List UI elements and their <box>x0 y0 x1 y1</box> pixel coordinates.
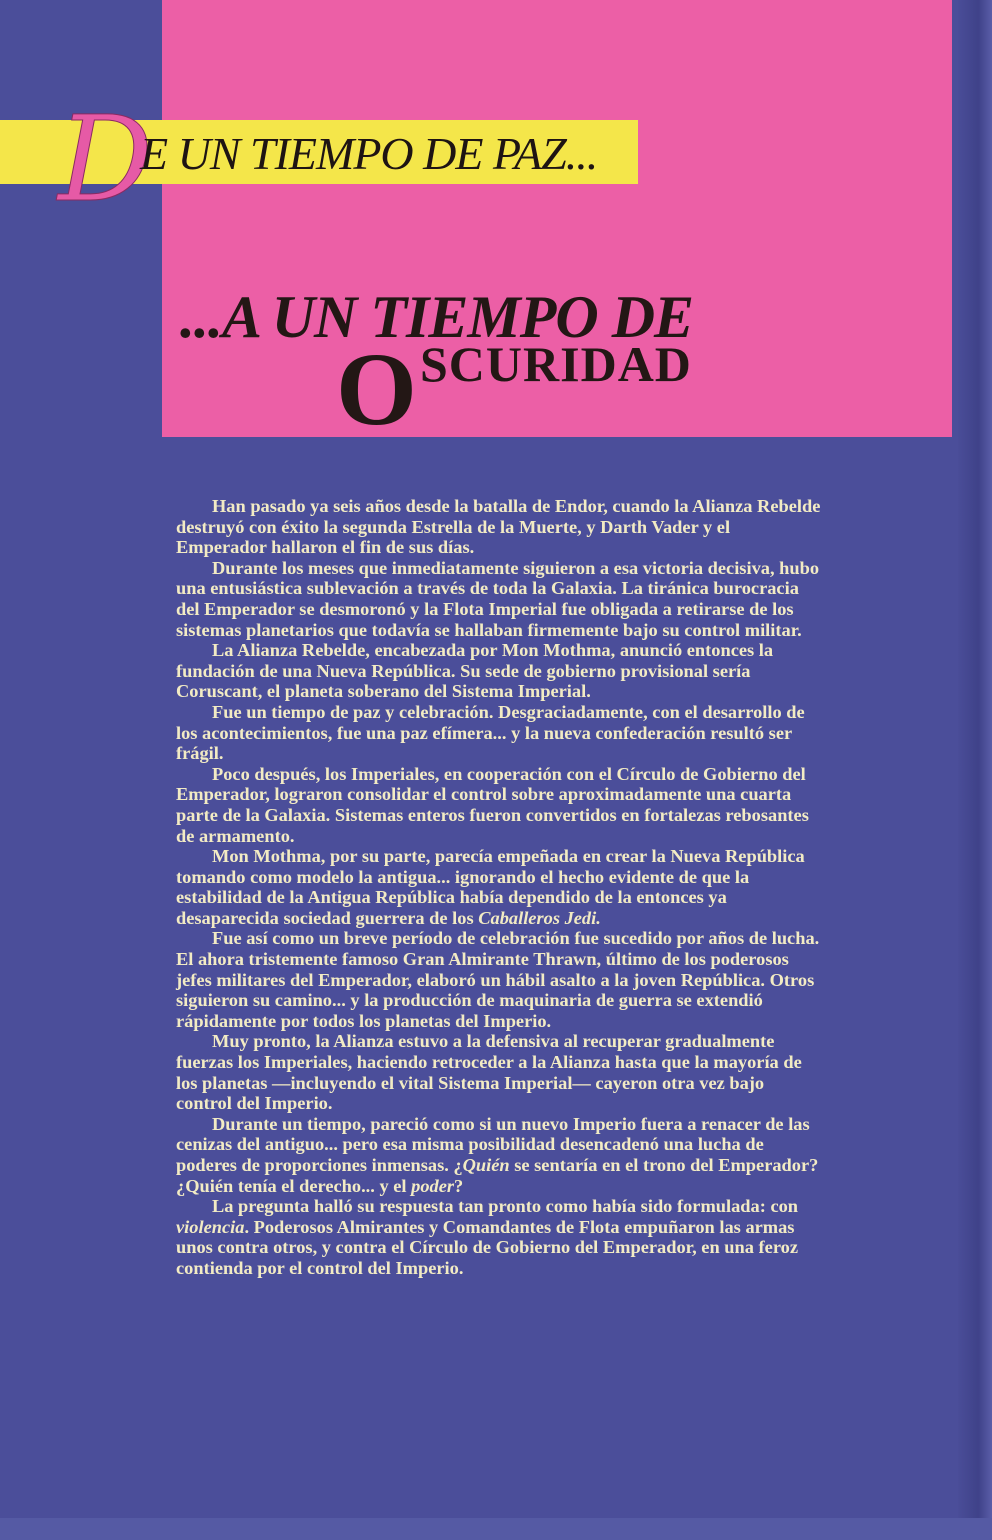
paragraph: Mon Mothma, por su parte, parecía empeñada en crear la Nueva República tomando como modelo la antigua... ignorando el hecho evidente de que la estabilidad de la Antigua República había dependido de la entonces ya desaparecida sociedad guerrera de los Caballeros Jedi. <box>176 846 805 928</box>
page-title: E UN TIEMPO DE PAZ... <box>140 128 598 179</box>
page-bottom-edge <box>0 1518 992 1540</box>
article-body <box>176 496 822 1279</box>
italic-text: violencia <box>176 1216 245 1237</box>
paragraph: Han pasado ya seis años desde la batalla de Endor, cuando la Alianza Rebelde destruyó con éxito la segunda Estrella de la Muerte, y Darth Vader y el Emperador hallaron el fin de sus días. <box>176 496 821 558</box>
paragraph: La Alianza Rebelde, encabezada por Mon Mothma, anunció entonces la fundación de una Nueva República. Su sede de gobierno provisional sería Coruscant, el planeta soberano del Sistema Imperial. <box>176 640 774 702</box>
paragraph: Fue así como un breve período de celebración fue sucedido por años de lucha. El ahora tristemente famoso Gran Almirante Thrawn, último de los poderosos jefes militares del Emperador, elaboró un hábil asalto a la joven República. Otros siguieron su camino... y la producción de maquinaria de guerra se extendió rápidamente por todos los planetas del Imperio. <box>176 928 820 1031</box>
paragraph: La pregunta halló su respuesta tan pronto como había sido formulada: con violencia. Poderosos Almirantes y Comandantes de Flota empuñaron las armas unos contra otros, y contra el Círculo de Gobierno del Emperador, en una feroz contienda por el control del Imperio. <box>176 1196 799 1278</box>
drop-cap: D <box>58 90 153 228</box>
paragraph: Muy pronto, la Alianza estuvo a la defensiva al recuperar gradualmente fuerzas los Imperiales, haciendo retroceder a la Alianza hasta que la mayoría de los planetas —incluyendo el vital Sistema Imperial— cayeron otra vez bajo control del Imperio. <box>176 1031 802 1114</box>
paragraph: Fue un tiempo de paz y celebración. Desgraciadamente, con el desarrollo de los acontecimientos, fue una paz efímera... y la nueva confederación resultó ser frágil. <box>176 701 805 764</box>
page-edge <box>958 0 992 1540</box>
subtitle-line-1: ...A UN TIEMPO DE <box>180 284 694 350</box>
italic-text: Caballeros Jedi. <box>478 907 601 928</box>
subtitle-line-2: SCURIDAD <box>420 336 692 392</box>
subtitle-initial: O <box>336 332 417 447</box>
paragraph: Poco después, los Imperiales, en cooperación con el Círculo de Gobierno del Emperador, lograron consolidar el control sobre aproximadamente una cuarta parte de la Galaxia. Sistemas enteros fueron convertidos en fortalezas rebosantes de armamento. <box>176 763 809 846</box>
paragraph: Durante los meses que inmediatamente siguieron a esa victoria decisiva, hubo una entusiástica sublevación a través de toda la Galaxia. La tiránica burocracia del Emperador se desmoronó y la Flota Imperial fue obligada a retirarse de los sistemas planetarios que todavía se hallaban firmemente bajo su control militar. <box>176 557 820 640</box>
italic-text: poder <box>411 1175 455 1196</box>
paragraph: Durante un tiempo, pareció como si un nuevo Imperio fuera a renacer de las cenizas del antiguo... pero esa misma posibilidad desencadenó una lucha de poderes de proporciones inmensas. ¿Quién se sentaría en el trono del Emperador? ¿Quién tenía el derecho... y el poder? <box>176 1113 819 1196</box>
italic-text: Quién <box>462 1155 510 1175</box>
